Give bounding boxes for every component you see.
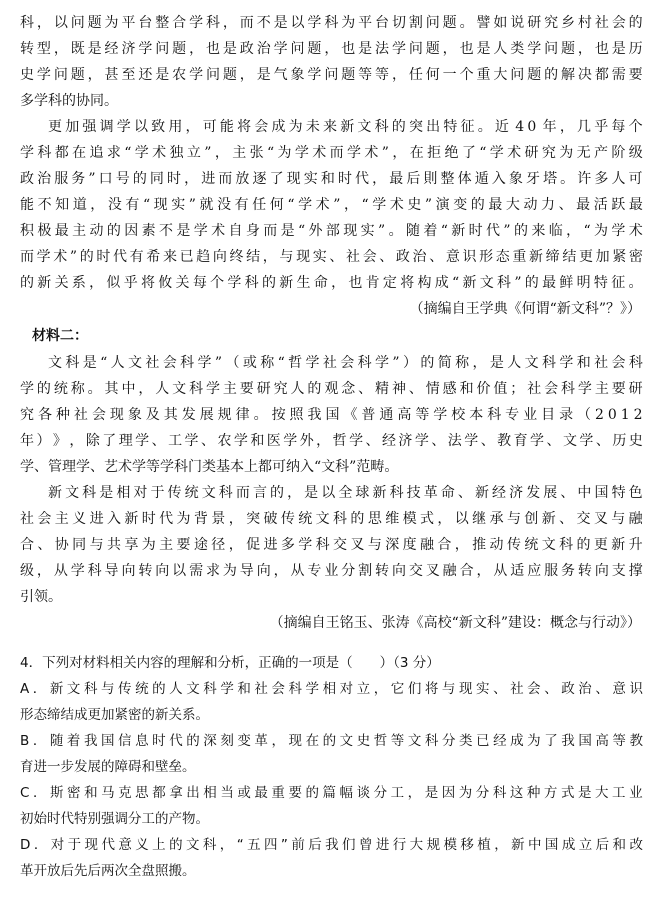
- question-stem: 4．下列对材料相关内容的理解和分析，正确的一项是（ ）（3 分）: [20, 655, 440, 671]
- text-line: 新 文 科 是 相 对 于 传 统 文 科 而 言 的 ， 是 以 全 球 新 科 技 革 命 、 新 经 济 发 展 、 中 国 特 色: [48, 485, 643, 501]
- text-line: 能 不 知 道 ， 没 有 “ 现 实 ” 就 没 有 任 何 “ 学 术 ” ， “ 学 术 史 ” 演 变 的 最 大 动 力 、 最 活 跃 最: [20, 197, 643, 213]
- text-line: 史 学 问 题 ， 甚 至 还 是 农 学 问 题 ， 是 气 象 学 问 题 等 等 ， 任 何 一 个 重 大 问 题 的 解 决 都 需 要: [20, 67, 643, 83]
- text-line: 的 新 关 系 ， 似 乎 将 攸 关 每 个 学 科 的 新 生 命 ， 也 肯 定 将 构 成 “ 新 文 科 ” 的 最 鲜 明 特 征 。: [20, 275, 643, 291]
- text-line: 年 ） 》 ， 除 了 理 学 、 工 学 、 农 学 和 医 学 外 ， 哲 学 、 经 济 学 、 法 学 、 教 育 学 、 文 学 、 历 史: [20, 433, 643, 449]
- text-line: 学、管理学、艺术学等学科门类基本上都可纳入“文科”范畴。: [20, 459, 399, 475]
- attribution-1: （摘编自王学典《何谓“新文科”？》）: [409, 301, 641, 317]
- option-a: A ． 新 文 科 与 传 统 的 人 文 科 学 和 社 会 科 学 相 对 立 ， 它 们 将 与 现 实 、 社 会 、 政 治 、 意 识: [20, 681, 643, 697]
- material-2-body: [20, 350, 643, 610]
- option-c-cont: 初始时代特别强调分工的产物。: [20, 811, 209, 827]
- text-line: 引领。: [20, 589, 62, 605]
- option-b: B ． 随 着 我 国 信 息 时 代 的 深 刻 变 革 ， 现 在 的 文 史 哲 等 文 科 分 类 已 经 成 为 了 我 国 高 等 教: [20, 733, 643, 749]
- text-line: 究 各 种 社 会 现 象 及 其 发 展 规 律 。 按 照 我 国 《 普 通 高 等 学 校 本 科 专 业 目 录 （ 2 0 1 2: [20, 407, 643, 423]
- text-line: 政 治 服 务 ” 口 号 的 同 时 ， 进 而 放 逐 了 现 实 和 时 代 ， 最 后 則 整 体 遁 入 象 牙 塔 。 许 多 人 可: [20, 171, 643, 187]
- text-line: 文 科 是 “ 人 文 社 会 科 学 ” （ 或 称 “ 哲 学 社 会 科 学 ” ） 的 简 称 ， 是 人 文 科 学 和 社 会 科: [48, 355, 643, 371]
- text-line: 而 学 术 ” 的 时 代 有 希 来 已 趋 向 终 结 ， 与 现 实 、 社 会 、 政 治 、 意 识 形 态 重 新 缔 结 更 加 紧 密: [20, 249, 643, 265]
- option-b-cont: 育进一步发展的障碍和壁垒。: [20, 759, 196, 775]
- text-line: 转 型 ， 既 是 经 济 学 问 题 ， 也 是 政 治 学 问 题 ， 也 是 法 学 问 题 ， 也 是 人 类 学 问 题 ， 也 是 历: [20, 41, 643, 57]
- option-c: C ． 斯 密 和 马 克 思 都 拿 出 相 当 或 最 重 要 的 篇 幅 谈 分 工 ， 是 因 为 分 科 这 种 方 式 是 大 工 业: [20, 785, 643, 801]
- text-line: 级 ， 从 学 科 导 向 转 向 以 需 求 为 导 向 ， 从 专 业 分 割 转 向 交 叉 融 合 ， 从 适 应 服 务 转 向 支 撑: [20, 563, 643, 579]
- text-line: 科 ， 以 问 题 为 平 台 整 合 学 科 ， 而 不 是 以 学 科 为 平 台 切 割 问 题 。 譬 如 说 研 究 乡 村 社 会 的: [20, 15, 643, 31]
- text-line: 合 、 协 同 与 共 享 为 主 要 途 径 ， 促 进 多 学 科 交 叉 与 深 度 融 合 ， 推 动 传 统 文 科 的 更 新 升: [20, 537, 643, 553]
- attribution-2: （摘编自王铭玉、张涛《高校“新文科”建设：概念与行动》）: [269, 615, 641, 631]
- option-a-cont: 形态缔结成更加紧密的新关系。: [20, 707, 209, 723]
- option-d: D ． 对 于 现 代 意 义 上 的 文 科 ， “ 五 四 ” 前 后 我 们 曾 进 行 大 规 模 移 植 ， 新 中 国 成 立 后 和 改: [20, 837, 643, 853]
- question-4: [20, 650, 643, 884]
- option-d-cont: 革开放后先后两次全盘照搬。: [20, 863, 196, 879]
- text-line: 更 加 强 调 学 以 致 用 ， 可 能 将 会 成 为 未 来 新 文 科 的 突 出 特 征 。 近 4 0 年 ， 几 乎 每 个: [48, 119, 643, 135]
- text-line: 积 极 最 主 动 的 因 素 不 是 学 术 自 身 而 是 “ 外 部 现 实 ” 。 随 着 “ 新 时 代 ” 的 来 临 ， “ 为 学 术: [20, 223, 643, 239]
- material-1-tail: [20, 10, 643, 296]
- text-line: 社 会 主 义 进 入 新 时 代 为 背 景 ， 突 破 传 统 文 科 的 思 维 模 式 ， 以 继 承 与 创 新 、 交 叉 与 融: [20, 511, 643, 527]
- text-line: 学 科 都 在 追 求 “ 学 术 独 立 ” ， 主 张 “ 为 学 术 而 学 术 ” ， 在 拒 绝 了 “ 学 术 研 究 为 无 产 阶 级: [20, 145, 643, 161]
- text-line: 学 的 统 称 。 其 中 ， 人 文 科 学 主 要 研 究 人 的 观 念 、 精 神 、 情 感 和 价 值 ； 社 会 科 学 主 要 研: [20, 381, 643, 397]
- text-line: 多学科的协同。: [20, 93, 118, 109]
- material-2-heading: 材料二：: [32, 328, 88, 344]
